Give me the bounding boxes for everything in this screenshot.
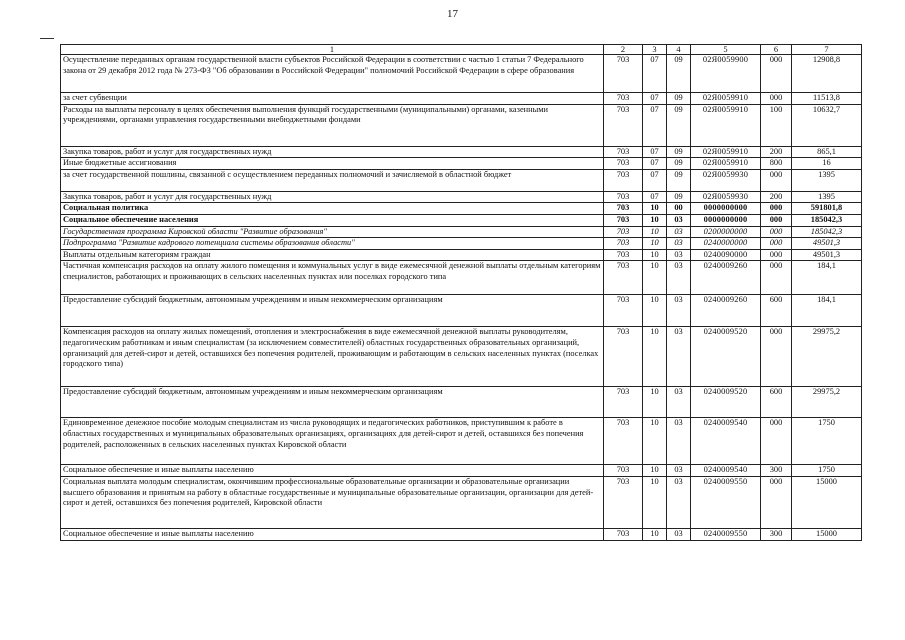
- expense-type-cell: 000: [761, 476, 792, 528]
- section-code-cell: 07: [643, 93, 667, 105]
- amount-cell: 29975,2: [792, 387, 862, 418]
- table-row: [61, 476, 862, 528]
- page-number: 17: [447, 8, 458, 20]
- expense-type-cell: 000: [761, 327, 792, 387]
- table-row: [61, 191, 862, 203]
- subsection-code-cell: 03: [667, 249, 691, 261]
- table-row: [61, 93, 862, 105]
- amount-cell: 12908,8: [792, 55, 862, 93]
- amount-cell: 11513,8: [792, 93, 862, 105]
- row-name-cell: Предоставление субсидий бюджетным, автономным учреждениям и иным некоммерческим организациям: [61, 387, 604, 418]
- table-row: [61, 528, 862, 540]
- amount-cell: 1395: [792, 191, 862, 203]
- target-article-cell: 02Я0059930: [691, 191, 761, 203]
- table-row: [61, 169, 862, 191]
- target-article-cell: 0240009550: [691, 476, 761, 528]
- column-header: 1: [61, 45, 604, 55]
- margin-mark: [40, 38, 54, 39]
- target-article-cell: 02Я0059910: [691, 93, 761, 105]
- ministry-code-cell: 703: [604, 387, 643, 418]
- amount-cell: 1750: [792, 465, 862, 477]
- ministry-code-cell: 703: [604, 93, 643, 105]
- expense-type-cell: 000: [761, 93, 792, 105]
- subsection-code-cell: 03: [667, 528, 691, 540]
- subsection-code-cell: 09: [667, 55, 691, 93]
- column-header: 6: [761, 45, 792, 55]
- section-code-cell: 10: [643, 203, 667, 215]
- amount-cell: 49501,3: [792, 249, 862, 261]
- row-name-cell: Осуществление переданных органам государственной власти субъектов Российской Федерации в соответствии с частью 1 статьи 7 Федерального закона от 29 декабря 2012 года № 273-ФЗ "Об образовании в Российской Федерации" полномочий Российской Федерации в сфере образования: [61, 55, 604, 93]
- subsection-code-cell: 09: [667, 104, 691, 146]
- amount-cell: 185042,3: [792, 226, 862, 238]
- section-code-cell: 10: [643, 295, 667, 327]
- row-name-cell: за счет субвенции: [61, 93, 604, 105]
- amount-cell: 185042,3: [792, 214, 862, 226]
- ministry-code-cell: 703: [604, 295, 643, 327]
- target-article-cell: 0240009260: [691, 295, 761, 327]
- subsection-code-cell: 09: [667, 191, 691, 203]
- ministry-code-cell: 703: [604, 238, 643, 250]
- expense-type-cell: 000: [761, 169, 792, 191]
- subsection-code-cell: 03: [667, 214, 691, 226]
- subsection-code-cell: 03: [667, 261, 691, 295]
- section-code-cell: 10: [643, 528, 667, 540]
- ministry-code-cell: 703: [604, 476, 643, 528]
- row-name-cell: Закупка товаров, работ и услуг для государственных нужд: [61, 191, 604, 203]
- row-name-cell: Социальное обеспечение и иные выплаты населению: [61, 528, 604, 540]
- target-article-cell: 0240009260: [691, 261, 761, 295]
- section-code-cell: 07: [643, 146, 667, 158]
- expense-type-cell: 000: [761, 238, 792, 250]
- row-name-cell: Закупка товаров, работ и услуг для государственных нужд: [61, 146, 604, 158]
- row-name-cell: за счет государственной пошлины, связанной с осуществлением переданных полномочий и зачисляемой в областной бюджет: [61, 169, 604, 191]
- table-row: [61, 465, 862, 477]
- amount-cell: 49501,3: [792, 238, 862, 250]
- subsection-code-cell: 03: [667, 295, 691, 327]
- section-code-cell: 10: [643, 327, 667, 387]
- subsection-code-cell: 03: [667, 238, 691, 250]
- table-body: [61, 55, 862, 541]
- section-code-cell: 07: [643, 191, 667, 203]
- ministry-code-cell: 703: [604, 158, 643, 170]
- target-article-cell: 0240009520: [691, 387, 761, 418]
- row-name-cell: Предоставление субсидий бюджетным, автономным учреждениям и иным некоммерческим организациям: [61, 295, 604, 327]
- table-row: [61, 387, 862, 418]
- budget-table: [60, 44, 862, 541]
- row-name-cell: Социальное обеспечение и иные выплаты населению: [61, 465, 604, 477]
- expense-type-cell: 000: [761, 214, 792, 226]
- subsection-code-cell: 03: [667, 387, 691, 418]
- amount-cell: 1750: [792, 418, 862, 465]
- row-name-cell: Социальная политика: [61, 203, 604, 215]
- ministry-code-cell: 703: [604, 146, 643, 158]
- expense-type-cell: 000: [761, 226, 792, 238]
- amount-cell: 10632,7: [792, 104, 862, 146]
- amount-cell: 15000: [792, 528, 862, 540]
- expense-type-cell: 800: [761, 158, 792, 170]
- ministry-code-cell: 703: [604, 55, 643, 93]
- row-name-cell: Выплаты отдельным категориям граждан: [61, 249, 604, 261]
- row-name-cell: Компенсация расходов на оплату жилых помещений, отопления и электроснабжения в виде ежемесячной денежной выплаты руководителям, педагогическим работникам и иным специалистам (за исключением совместителей) областных государственных образовательных организаций, организаций для детей-сирот и детей, оставшихся без попечения родителей, проживающим и работающим в сельских населенных пунктах (поселках городского типа): [61, 327, 604, 387]
- ministry-code-cell: 703: [604, 261, 643, 295]
- amount-cell: 29975,2: [792, 327, 862, 387]
- ministry-code-cell: 703: [604, 191, 643, 203]
- amount-cell: 15000: [792, 476, 862, 528]
- section-code-cell: 07: [643, 158, 667, 170]
- row-name-cell: Государственная программа Кировской области "Развитие образования": [61, 226, 604, 238]
- target-article-cell: 0240009550: [691, 528, 761, 540]
- expense-type-cell: 200: [761, 146, 792, 158]
- subsection-code-cell: 03: [667, 226, 691, 238]
- subsection-code-cell: 09: [667, 169, 691, 191]
- amount-cell: 1395: [792, 169, 862, 191]
- target-article-cell: 0240009540: [691, 418, 761, 465]
- table-row: [61, 214, 862, 226]
- ministry-code-cell: 703: [604, 169, 643, 191]
- target-article-cell: 0000000000: [691, 203, 761, 215]
- table-row: [61, 261, 862, 295]
- table-row: [61, 238, 862, 250]
- column-header: 3: [643, 45, 667, 55]
- column-header: 5: [691, 45, 761, 55]
- table-row: [61, 104, 862, 146]
- section-code-cell: 10: [643, 465, 667, 477]
- target-article-cell: 02Я0059930: [691, 169, 761, 191]
- expense-type-cell: 300: [761, 528, 792, 540]
- amount-cell: 184,1: [792, 261, 862, 295]
- expense-type-cell: 600: [761, 295, 792, 327]
- table-row: [61, 249, 862, 261]
- subsection-code-cell: 09: [667, 146, 691, 158]
- target-article-cell: 0240000000: [691, 238, 761, 250]
- row-name-cell: Частичная компенсация расходов на оплату жилого помещения и коммунальных услуг в виде ежемесячной денежной выплаты отдельным категориям специалистов, работающих и проживающих в сельских населенных пунктах или поселках городского типа: [61, 261, 604, 295]
- amount-cell: 591801,8: [792, 203, 862, 215]
- row-name-cell: Социальное обеспечение населения: [61, 214, 604, 226]
- ministry-code-cell: 703: [604, 203, 643, 215]
- section-code-cell: 10: [643, 387, 667, 418]
- table-row: [61, 418, 862, 465]
- target-article-cell: 0240090000: [691, 249, 761, 261]
- expense-type-cell: 300: [761, 465, 792, 477]
- section-code-cell: 07: [643, 104, 667, 146]
- ministry-code-cell: 703: [604, 226, 643, 238]
- column-number-row: [61, 45, 862, 55]
- expense-type-cell: 600: [761, 387, 792, 418]
- target-article-cell: 0240009540: [691, 465, 761, 477]
- ministry-code-cell: 703: [604, 327, 643, 387]
- table-row: [61, 158, 862, 170]
- section-code-cell: 10: [643, 418, 667, 465]
- table-row: [61, 295, 862, 327]
- subsection-code-cell: 09: [667, 158, 691, 170]
- row-name-cell: Иные бюджетные ассигнования: [61, 158, 604, 170]
- ministry-code-cell: 703: [604, 528, 643, 540]
- expense-type-cell: 000: [761, 55, 792, 93]
- table-row: [61, 203, 862, 215]
- subsection-code-cell: 03: [667, 476, 691, 528]
- table-row: [61, 55, 862, 93]
- expense-type-cell: 000: [761, 418, 792, 465]
- column-header: 2: [604, 45, 643, 55]
- expense-type-cell: 200: [761, 191, 792, 203]
- target-article-cell: 0240009520: [691, 327, 761, 387]
- target-article-cell: 0000000000: [691, 214, 761, 226]
- section-code-cell: 10: [643, 214, 667, 226]
- amount-cell: 16: [792, 158, 862, 170]
- row-name-cell: Расходы на выплаты персоналу в целях обеспечения выполнения функций государственными (муниципальными) органами, казенными учреждениями, органами управления государственными внебюджетными фондами: [61, 104, 604, 146]
- amount-cell: 184,1: [792, 295, 862, 327]
- table-row: [61, 146, 862, 158]
- expense-type-cell: 000: [761, 203, 792, 215]
- row-name-cell: Социальная выплата молодым специалистам, окончившим профессиональные образовательные организации и образовательные организации высшего образования и принятым на работу в областные государственные и муниципальные образовательные организации, организации для детей-сирот и детей, оставшихся без попечения родителей, Кировской области: [61, 476, 604, 528]
- row-name-cell: Подпрограмма "Развитие кадрового потенциала системы образования области": [61, 238, 604, 250]
- row-name-cell: Единовременное денежное пособие молодым специалистам из числа руководящих и педагогических работников, приступившим к работе в областных государственных и муниципальных образовательных организациях, организациях для детей-сирот и детей, оставшихся без попечения родителей, расположенных в сельских населенных пунктах Кировской области: [61, 418, 604, 465]
- target-article-cell: 0200000000: [691, 226, 761, 238]
- table-row: [61, 226, 862, 238]
- section-code-cell: 10: [643, 476, 667, 528]
- expense-type-cell: 100: [761, 104, 792, 146]
- target-article-cell: 02Я0059910: [691, 104, 761, 146]
- subsection-code-cell: 00: [667, 203, 691, 215]
- section-code-cell: 10: [643, 249, 667, 261]
- target-article-cell: 02Я0059910: [691, 158, 761, 170]
- subsection-code-cell: 09: [667, 93, 691, 105]
- section-code-cell: 07: [643, 169, 667, 191]
- expense-type-cell: 000: [761, 261, 792, 295]
- target-article-cell: 02Я0059900: [691, 55, 761, 93]
- ministry-code-cell: 703: [604, 214, 643, 226]
- section-code-cell: 10: [643, 238, 667, 250]
- target-article-cell: 02Я0059910: [691, 146, 761, 158]
- section-code-cell: 10: [643, 261, 667, 295]
- table-row: [61, 327, 862, 387]
- section-code-cell: 10: [643, 226, 667, 238]
- subsection-code-cell: 03: [667, 418, 691, 465]
- ministry-code-cell: 703: [604, 465, 643, 477]
- column-header: 4: [667, 45, 691, 55]
- subsection-code-cell: 03: [667, 327, 691, 387]
- expense-type-cell: 000: [761, 249, 792, 261]
- ministry-code-cell: 703: [604, 249, 643, 261]
- amount-cell: 865,1: [792, 146, 862, 158]
- section-code-cell: 07: [643, 55, 667, 93]
- ministry-code-cell: 703: [604, 418, 643, 465]
- column-header: 7: [792, 45, 862, 55]
- subsection-code-cell: 03: [667, 465, 691, 477]
- ministry-code-cell: 703: [604, 104, 643, 146]
